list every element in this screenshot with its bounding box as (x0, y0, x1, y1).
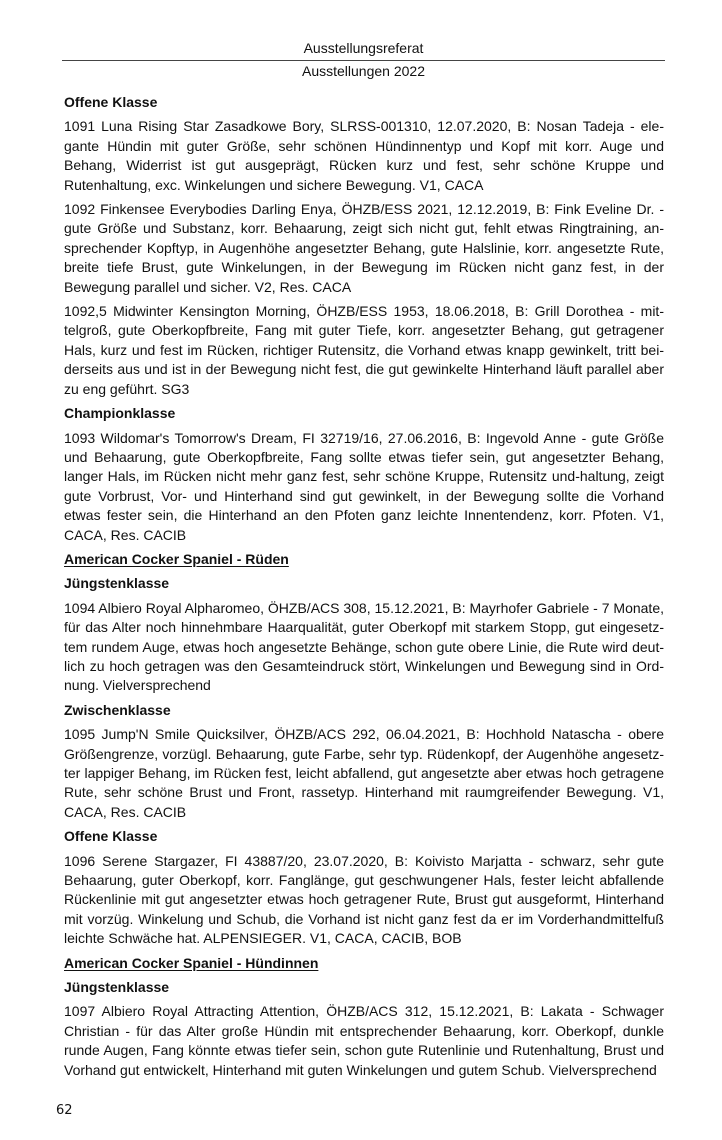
entry-1093: 1093 Wildomar's Tomorrow's Dream, FI 32719/16, 27.06.2016, B: Ingevold Anne - gute Größe und Behaarung, gute Oberkopfbreite, Fang sollte etwas tiefer sein, gut angesetzter Behang, langer Hals, im Rücken nicht mehr ganz fest, sehr schöne Kruppe, Rutensitz und-haltung, zeigt gute Vorbrust, Vor- und Hinterhand sind gut gewinkelt, in der Bewegung sollte die Vorhand etwas fester sein, die Hinterhand an den Pfoten ganz leichte Innentendenz, korr. Pfoten. V1, CACA, Res. CACIB (64, 429, 664, 543)
page-number: 62 (56, 1103, 73, 1119)
header-subtitle: Ausstellungen 2022 (302, 63, 425, 79)
entry-1092-5: 1092,5 Midwinter Kensington Morning, ÖHZB/ESS 1953, 18.06.2018, B: Grill Dorothea - mittelgroß, gute Oberkopfbreite, Fang mit guter Tiefe, korr. angesetzter Behang, gut getragener Hals, kurz und fest im Rücken, richtiger Rutensitz, die Vorhand etwas knapp gewinkelt, tritt beiderseits aus und ist in der Bewegung nicht fest, die gut gewinkelte Hinterhand läuft parallel aber zu eng geführt. SG3 (64, 303, 664, 397)
class-heading-offene-klasse-rueden: Offene Klasse (64, 828, 158, 845)
entry-1097: 1097 Albiero Royal Attracting Attention, ÖHZB/ACS 312, 15.12.2021, B: Lakata - Schwager Christian - für das Alter große Hündin mit entsprechender Behaarung, korr. Oberkopf, dunkle runde Augen, Fang könnte etwas tiefer sein, schon gute Rutenlinie und Rutenhaltung, Brust und Vorhand gut entwickelt, Hinterhand mit guten Winkelungen und gutem Schub. Vielversprechend (64, 1003, 664, 1078)
class-heading-juengstenklasse-huendinnen: Jüngstenklasse (64, 979, 170, 996)
entry-1096: 1096 Serene Stargazer, FI 43887/20, 23.07.2020, B: Koivisto Marjatta - schwarz, sehr gute Behaarung, guter Oberkopf, korr. Fanglänge, gut geschwungener Hals, fester leicht abfallende Rückenlinie mit gut angesetzter etwas hoch getragener Rute, Brust gut ausgeformt, Hinterhand mit vorzüg. Winkelung und Schub, die Vorhand ist nicht ganz fest da er im Vorderhandmittelfuß leichte Schwäche hat. ALPENSIEGER. V1, CACA, CACIB, BOB (64, 852, 664, 947)
class-heading-juengstenklasse: Jüngstenklasse (64, 575, 170, 592)
class-heading-championklasse: Championklasse (64, 405, 176, 422)
class-heading-zwischenklasse: Zwischenklasse (64, 701, 171, 718)
entry-1092: 1092 Finkensee Everybodies Darling Enya, ÖHZB/ESS 2021, 12.12.2019, B: Fink Eveline Dr. - gute Größe und Substanz, korr. Behaarung, zeigt sich nicht gut, fehlt etwas Ringtraining, ansprechender Kopftyp, in Augenhöhe angesetzter Behang, gute Halslinie, korr. angesetzte Rute, breite tiefe Brust, gute Winkelungen, in der Bewegung im Rücken nicht ganz fest, in der Bewegung parallel und sicher. V2, Res. CACA (64, 201, 664, 295)
breed-heading-acs-rueden: American Cocker Spaniel - Rüden (64, 550, 289, 567)
entry-1095: 1095 Jump'N Smile Quicksilver, ÖHZB/ACS 292, 06.04.2021, B: Hochhold Natascha - obere Größengrenze, vorzügl. Behaarung, gute Farbe, sehr typ. Rüdenkopf, der Augenhöhe angesetzter lappiger Behang, im Rücken fest, leicht abfallend, gut angesetzte aber etwas hoch getragene Rute, sehr schöne Brust und Front, rassetyp. Hinterhand mit raumgreifender Bewegung. V1, CACA, Res. CACIB (64, 726, 664, 820)
header-title: Ausstellungsreferat (62, 39, 665, 61)
entry-1091: 1091 Luna Rising Star Zasadkowe Bory, SLRSS-001310, 12.07.2020, B: Nosan Tadeja - elegante Hündin mit guter Größe, sehr schönen Hündinnentyp und Kopf mit korr. Auge und Behang, Widerrist ist gut ausgeprägt, Rücken kurz und fest, sehr schöne Kruppe und Rutenhaltung, exc. Winkelungen und sichere Bewegung. V1, CACA (64, 118, 664, 193)
page-header (62, 39, 665, 81)
class-heading-offene-klasse: Offene Klasse (64, 94, 158, 110)
entry-1094: 1094 Albiero Royal Alpharomeo, ÖHZB/ACS 308, 15.12.2021, B: Mayrhofer Gabriele - 7 Monate, für das Alter noch hinnehmbare Haarqualität, guter Oberkopf mit starkem Stopp, gut eingesetztem rundem Auge, etwas hoch angesetzte Behänge, schon gute obere Linie, die Rute wird deutlich zu hoch getragen was den Gesamteindruck stört, Winkelungen und Bewegung sind in Ordnung. Vielversprechend (64, 599, 664, 694)
document-body (64, 93, 664, 1080)
breed-heading-acs-huendinnen: American Cocker Spaniel - Hündinnen (64, 954, 319, 971)
